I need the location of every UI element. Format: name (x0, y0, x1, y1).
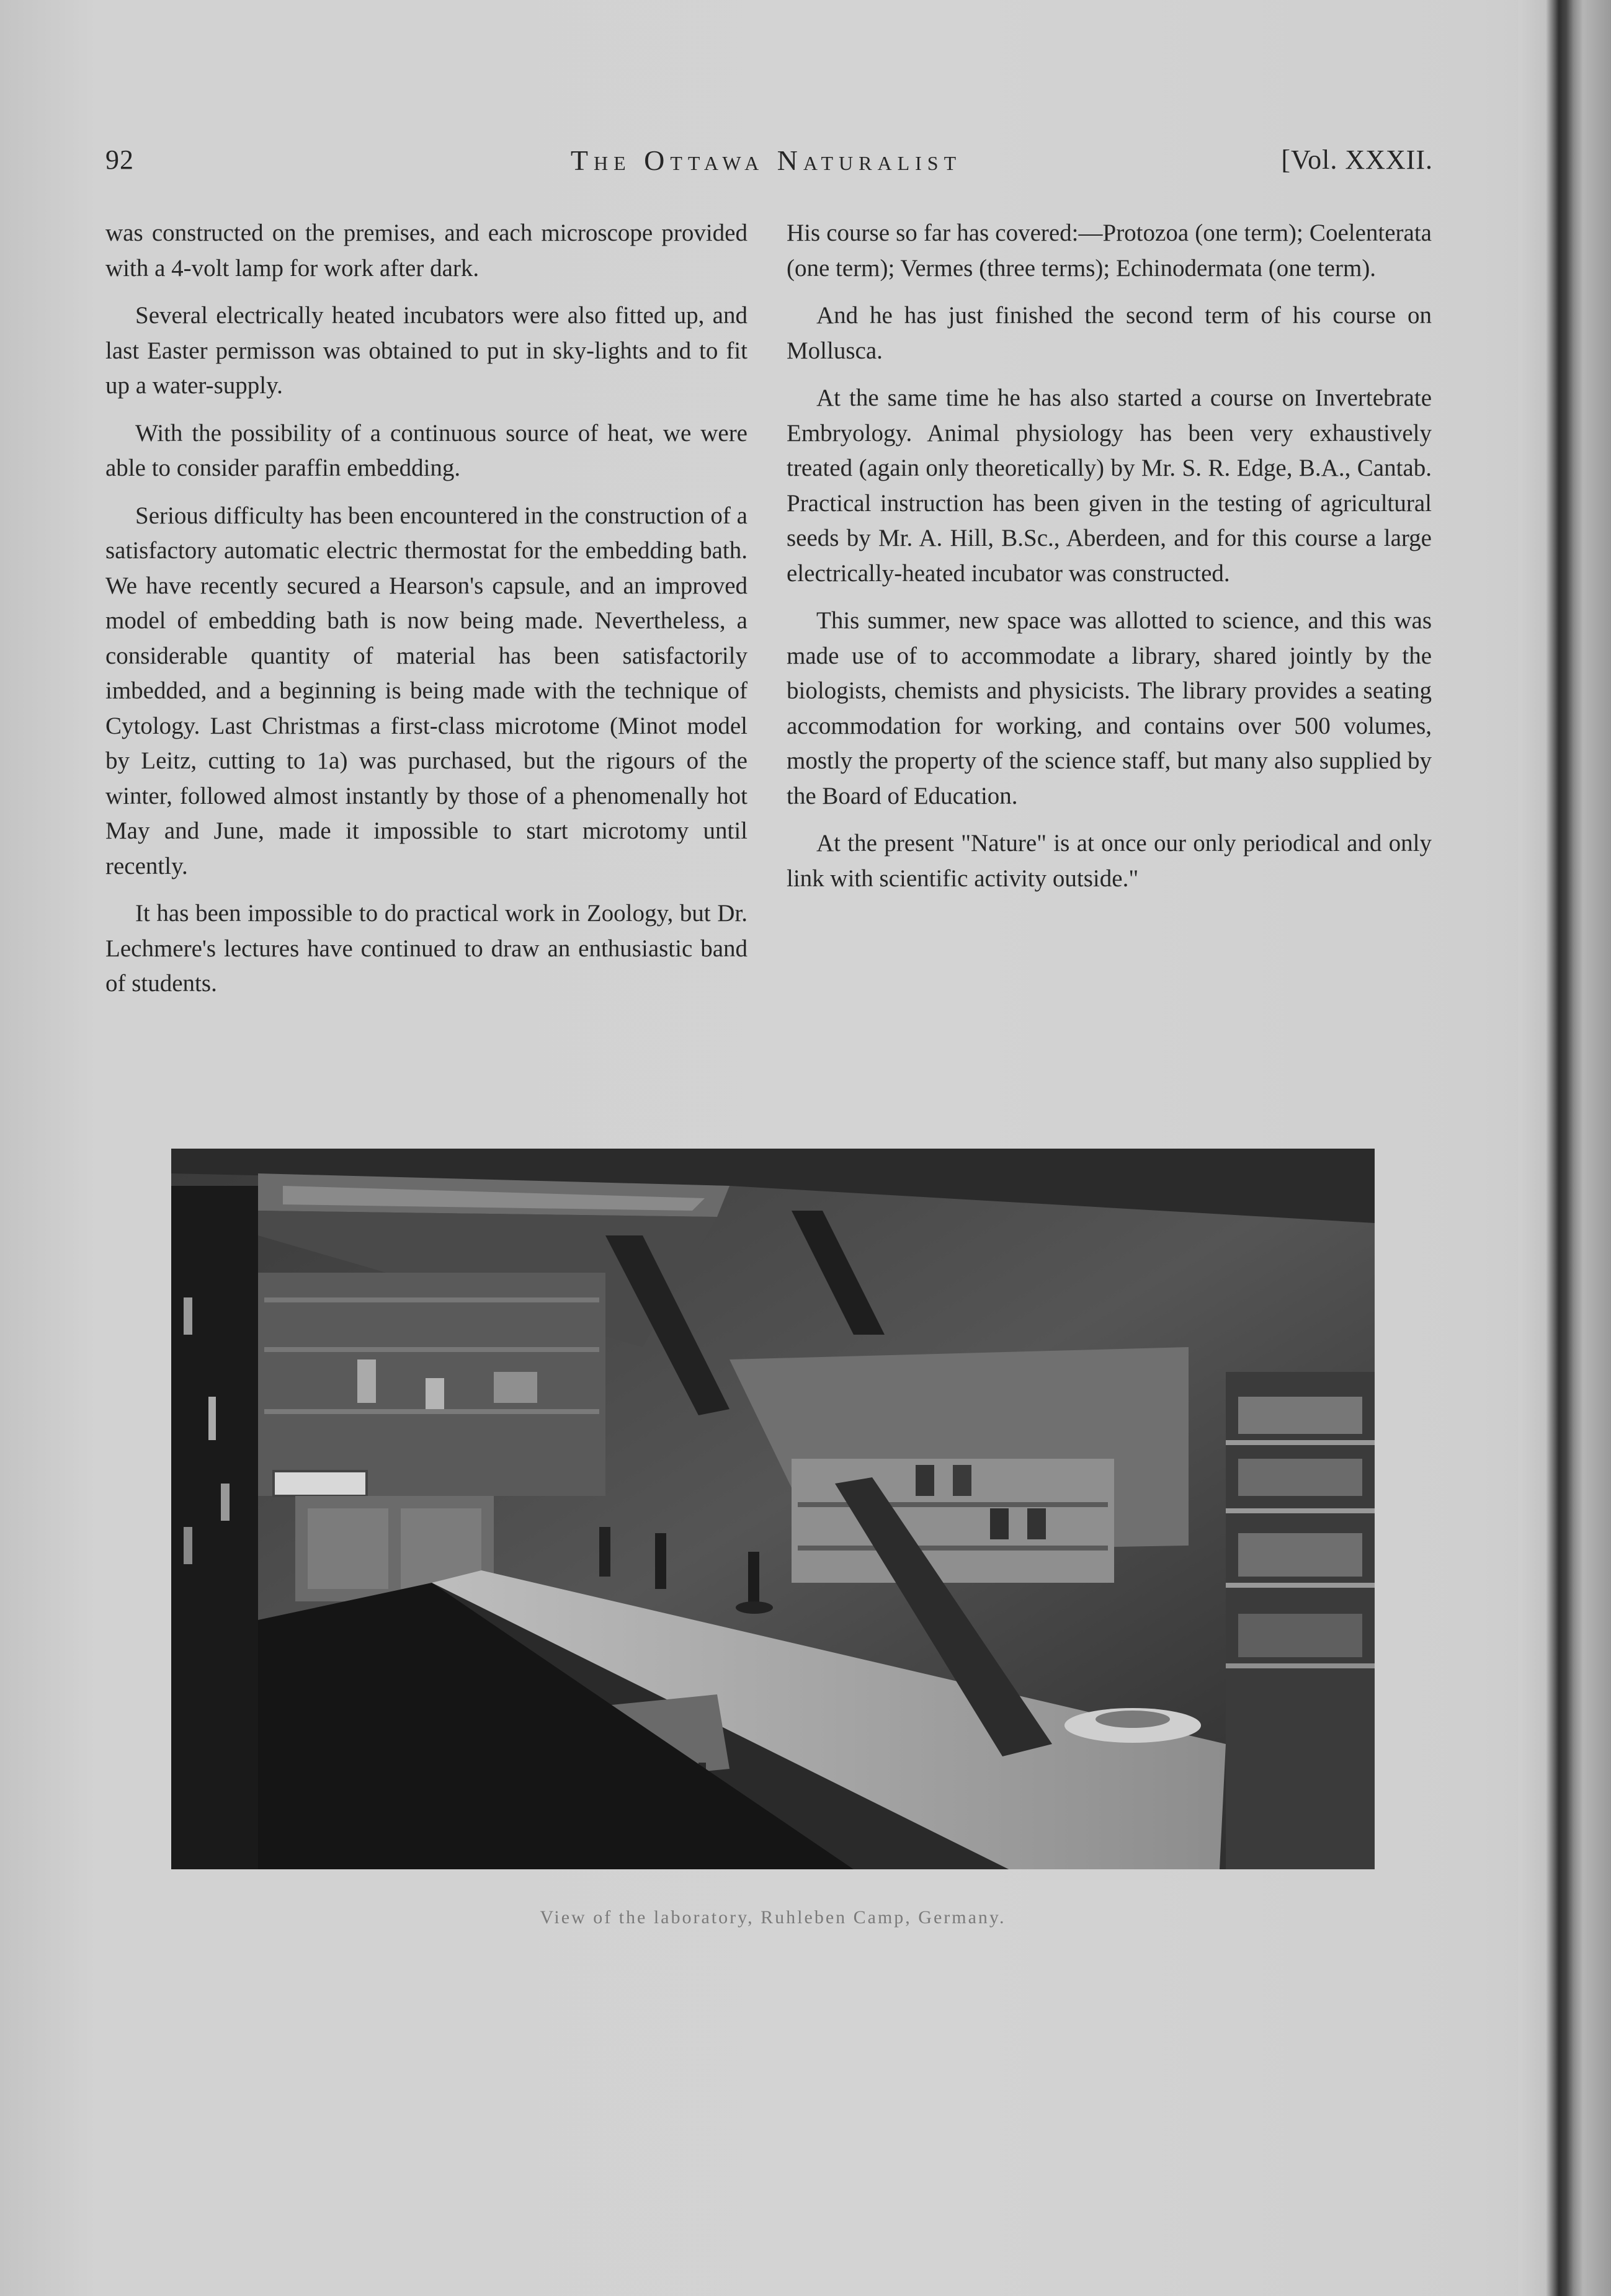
journal-title: The Ottawa Naturalist (570, 145, 962, 176)
paragraph: His course so far has covered:—Protozoa (one term); Coelenterata (one term); Vermes (three terms); Echinodermata (one term). (787, 220, 1432, 282)
volume-label: [Vol. XXXII. (1281, 145, 1433, 175)
paragraph: And he has just finished the second term of his course on Mollusca. (787, 302, 1432, 364)
paragraph: Several electrically heated incubators were also fitted up, and last Easter permisson was obtained to put in sky-lights and to fit up a water-supply. (105, 302, 747, 399)
running-header (99, 144, 1433, 187)
laboratory-photograph (171, 1149, 1375, 1869)
right-text-column (787, 216, 1432, 909)
paragraph: At the same time he has also started a course on Invertebrate Embryology. Animal physiology has been very exhaustively treated (again only theoretically) by Mr. S. R. Edge, B.A., Cantab. Practical instruction has been given in the testing of agricultural seeds by Mr. A. Hill, B.Sc., Aberdeen, and for this course a large electrically-heated incubator was constructed. (787, 385, 1432, 587)
paragraph: was constructed on the premises, and each microscope provided with a 4-volt lamp for work after dark. (105, 220, 747, 282)
paragraph: This summer, new space was allotted to science, and this was made use of to accommodate a library, shared jointly by the biologists, chemists and physicists. The library provides a seating accommodation for working, and contains over 500 volumes, mostly the property of the science staff, but many also supplied by the Board of Education. (787, 607, 1432, 809)
page-number: 92 (105, 145, 134, 175)
page-binding-edge (1518, 0, 1611, 2296)
paragraph: It has been impossible to do practical work in Zoology, but Dr. Lechmere's lectures have continued to draw an enthusiastic band of students. (105, 900, 747, 997)
left-text-column (105, 216, 747, 1014)
paragraph: With the possibility of a continuous source of heat, we were able to consider paraffin embedding. (105, 419, 747, 481)
figure-caption: View of the laboratory, Ruhleben Camp, Germany. (540, 1907, 1006, 1928)
paragraph: Serious difficulty has been encountered in the construction of a satisfactory automatic electric thermostat for the embedding bath. We have recently secured a Hearson's capsule, and an improved model of embedding bath is now being made. Nevertheless, a considerable quantity of material has been satisfactorily imbedded, and a beginning is being made with the technique of Cytology. Last Christmas a first-class microtome (Minot model by Leitz, cutting to 1a) was purchased, but the rigours of the winter, followed almost instantly by those of a phenomenally hot May and June, made it impossible to start microtomy until recently. (105, 502, 747, 879)
paragraph: At the present "Nature" is at once our only periodical and only link with scientific activity outside." (787, 830, 1432, 892)
